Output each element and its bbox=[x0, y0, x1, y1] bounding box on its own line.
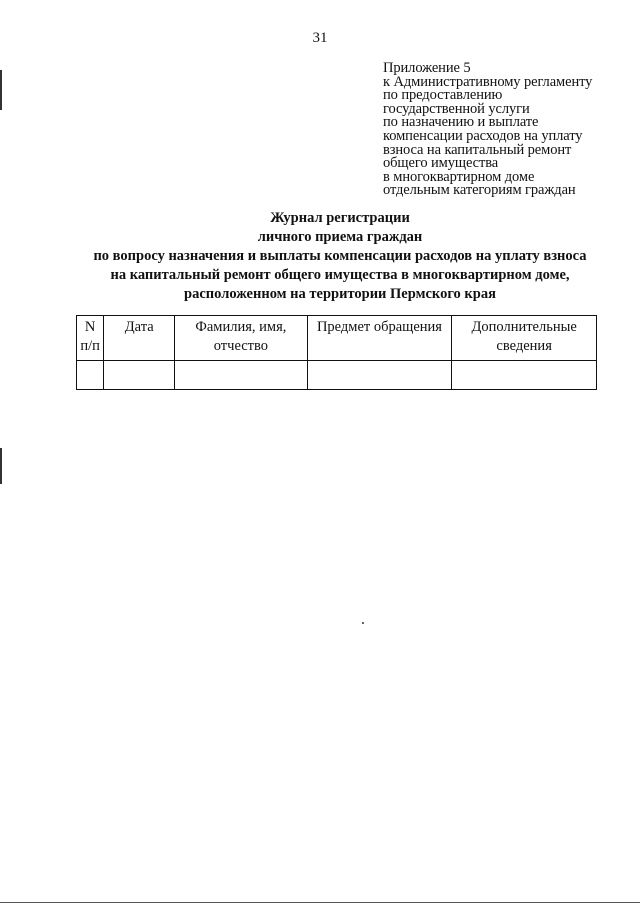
header-text: п/п bbox=[80, 338, 100, 354]
appendix-line: к Административному регламенту bbox=[383, 73, 593, 90]
title-line: личного приема граждан bbox=[257, 229, 423, 245]
table-cell bbox=[104, 361, 175, 390]
table-header-row bbox=[77, 316, 597, 361]
appendix-line: отдельным категориям граждан bbox=[383, 182, 576, 199]
table-cell bbox=[307, 361, 452, 390]
appendix-line: государственной услуги bbox=[383, 100, 530, 117]
table-cell bbox=[77, 361, 104, 390]
scan-speck bbox=[362, 622, 364, 624]
header-text: отчество bbox=[213, 338, 269, 354]
scan-edge-mark bbox=[0, 448, 2, 484]
table-cell bbox=[175, 361, 308, 390]
page-number: 31 bbox=[312, 30, 328, 46]
title-line: на капитальный ремонт общего имущества в многоквартирном доме, bbox=[110, 267, 570, 283]
appendix-line: по назначению и выплате bbox=[383, 114, 539, 131]
title-line: по вопросу назначения и выплаты компенсации расходов на уплату взноса bbox=[93, 248, 587, 264]
appendix-block bbox=[383, 62, 633, 198]
header-text: Дополнительные bbox=[471, 319, 577, 335]
scan-edge-mark bbox=[0, 70, 2, 110]
header-full-name bbox=[175, 316, 308, 361]
header-text: Фамилия, имя, bbox=[195, 319, 287, 335]
appendix-line: Приложение 5 bbox=[383, 60, 471, 76]
header-text: сведения bbox=[496, 338, 552, 354]
appendix-line: общего имущества bbox=[383, 155, 499, 172]
header-subject bbox=[307, 316, 452, 361]
scan-bottom-edge bbox=[0, 902, 640, 903]
appendix-line: взноса на капитальный ремонт bbox=[383, 141, 572, 158]
journal-title bbox=[60, 209, 620, 304]
header-date bbox=[104, 316, 175, 361]
table-row bbox=[77, 361, 597, 390]
table-cell bbox=[452, 361, 597, 390]
header-text: Дата bbox=[124, 319, 154, 335]
registration-table bbox=[76, 315, 597, 390]
header-additional-info bbox=[452, 316, 597, 361]
appendix-line: в многоквартирном доме bbox=[383, 168, 535, 185]
header-text: Предмет обращения bbox=[316, 319, 442, 335]
header-text: N bbox=[84, 319, 96, 335]
title-line: Журнал регистрации bbox=[270, 210, 410, 226]
title-line: расположенном на территории Пермского края bbox=[184, 286, 496, 302]
appendix-line: компенсации расходов на уплату bbox=[383, 127, 583, 144]
appendix-line: по предоставлению bbox=[383, 87, 503, 104]
header-number bbox=[77, 316, 104, 361]
